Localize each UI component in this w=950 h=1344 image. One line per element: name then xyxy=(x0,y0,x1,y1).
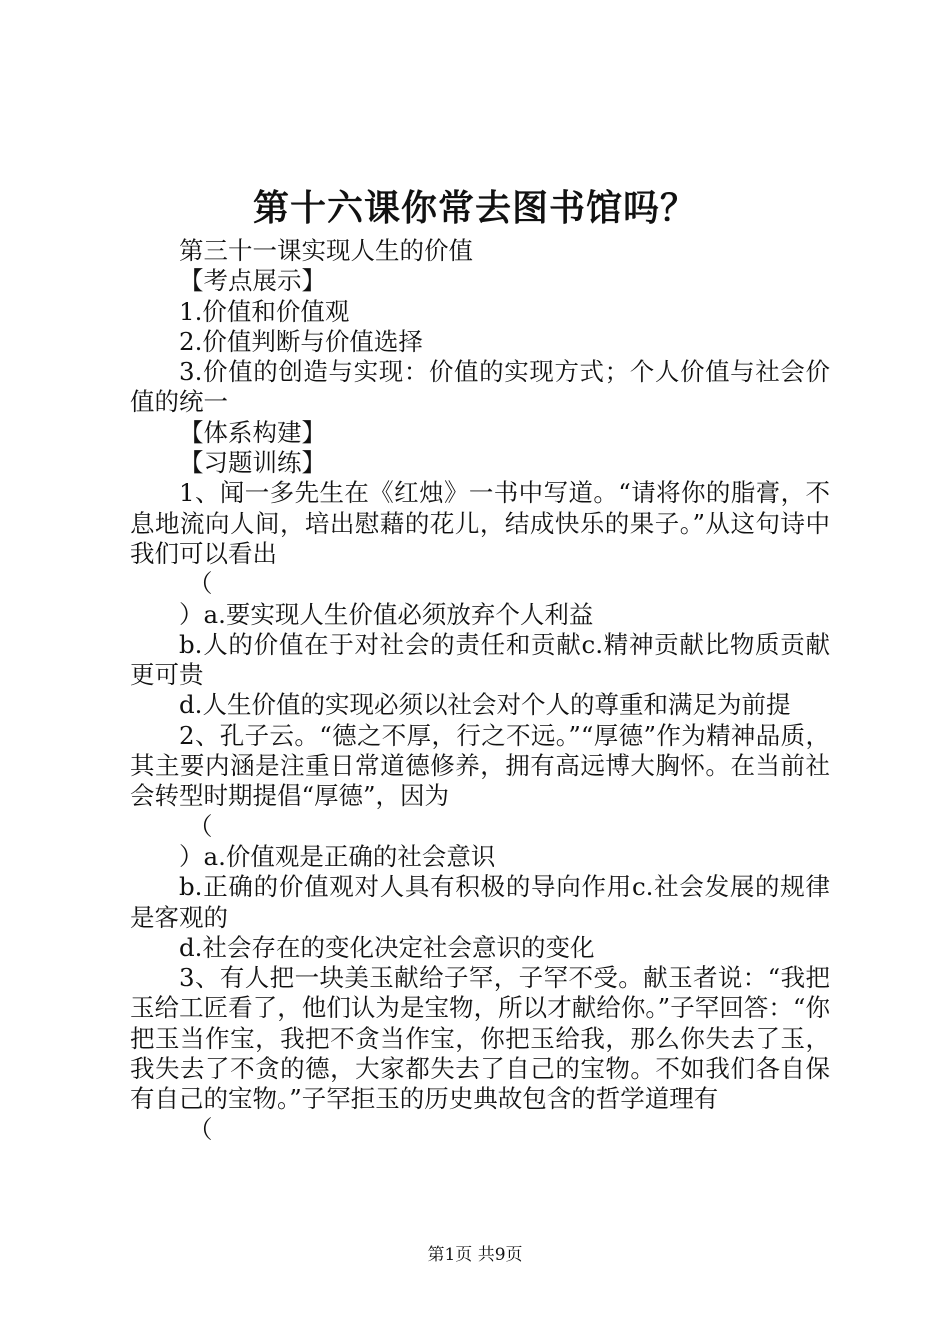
option-paragraph: ）a.价值观是正确的社会意识 xyxy=(179,841,496,871)
option-paragraph: b.正确的价值观对人具有积极的导向作用c.社会发展的规律是客观的 xyxy=(130,872,830,932)
paragraph: 2.价值判断与价值选择 xyxy=(179,326,423,356)
question-paragraph: 2、孔子云。“德之不厚，行之不远。”“厚德”作为精神品质，其主要内涵是注重日常道德修养，拥有高远博大胸怀。在当前社会转型时期提倡“厚德”，因为 xyxy=(130,720,830,811)
paragraph: 【体系构建】 xyxy=(179,417,326,447)
paragraph: 第三十一课实现人生的价值 xyxy=(179,236,473,265)
answer-bracket: （ xyxy=(188,811,213,841)
option-paragraph: d.人生价值的实现必须以社会对个人的尊重和满足为前提 xyxy=(179,690,791,720)
document-body xyxy=(130,236,830,1145)
answer-bracket: （ xyxy=(188,1114,213,1144)
paragraph: 【习题训练】 xyxy=(179,448,326,478)
option-paragraph: d.社会存在的变化决定社会意识的变化 xyxy=(179,932,595,962)
paragraph: 【考点展示】 xyxy=(179,266,326,296)
answer-bracket: （ xyxy=(188,569,213,599)
paragraph: 3.价值的创造与实现：价值的实现方式；个人价值与社会价值的统一 xyxy=(130,357,830,417)
paragraph: 1.价值和价值观 xyxy=(179,296,350,326)
page-footer: 第1页 共9页 xyxy=(427,1245,523,1265)
question-paragraph: 3、有人把一块美玉献给子罕，子罕不受。献玉者说：“我把玉给工匠看了，他们认为是宝物，所以才献给你。”子罕回答：“你把玉当作宝，我把不贪当作宝，你把玉给我，那么你失去了玉，我失去了不贪的德，大家都失去了自己的宝物。不如我们各自保有自己的宝物。”子罕拒玉的历史典故包含的哲学道理有 xyxy=(130,963,830,1114)
option-paragraph: ）a.要实现人生价值必须放弃个人利益 xyxy=(179,599,594,629)
question-paragraph: 1、闻一多先生在《红烛》一书中写道。“请将你的脂膏，不息地流向人间，培出慰藉的花儿，结成快乐的果子。”从这句诗中我们可以看出 xyxy=(130,478,830,568)
option-paragraph: b.人的价值在于对社会的责任和贡献c.精神贡献比物质贡献更可贵 xyxy=(130,629,830,690)
document-title: 第十六课你常去图书馆吗？ xyxy=(252,187,697,229)
